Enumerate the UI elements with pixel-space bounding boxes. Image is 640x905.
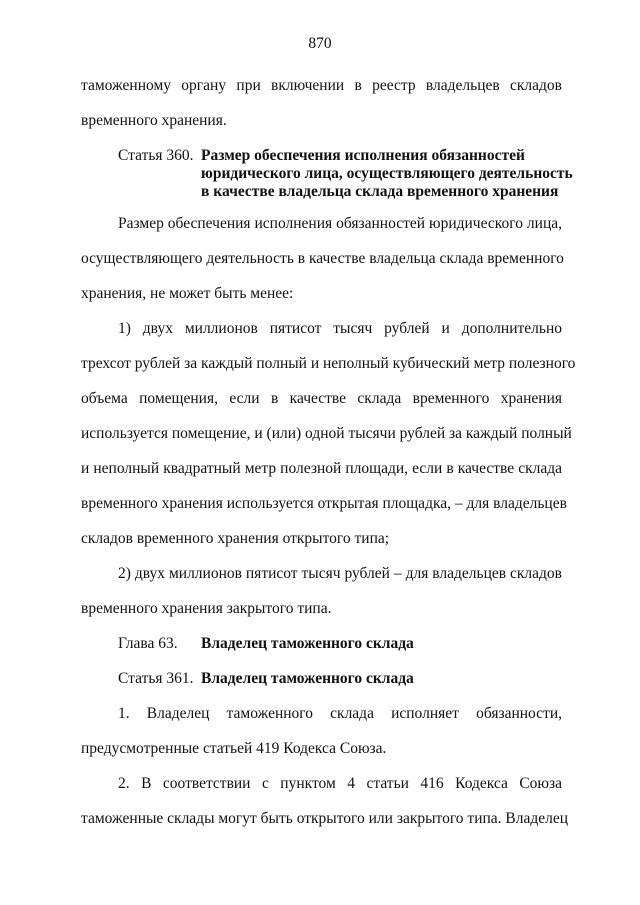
text-line: Размер обеспечения исполнения обязанностей юридического лица, — [118, 215, 562, 232]
text-line: используется помещение, и (или) одной тысячи рублей за каждый полный — [81, 425, 572, 442]
article-361-label: Статья 361. — [118, 670, 194, 687]
text-line: 2) двух миллионов пятисот тысяч рублей – для владельцев складов — [118, 565, 562, 582]
text-line: таможенному органу при включении в реестр владельцев складов — [81, 77, 562, 94]
text-line: осуществляющего деятельность в качестве владельца склада временного — [81, 250, 564, 267]
text-line: временного хранения. — [81, 112, 227, 129]
text-line: объема помещения, если в качестве склада временного хранения — [81, 390, 562, 407]
text-line: складов временного хранения открытого типа; — [81, 530, 390, 547]
article-360-title-line-1: Размер обеспечения исполнения обязанностей — [201, 147, 525, 164]
text-line: временного хранения используется открытая площадка, – для владельцев — [81, 495, 567, 512]
text-line: хранения, не может быть менее: — [81, 285, 294, 302]
chapter-63-label: Глава 63. — [118, 635, 178, 652]
text-line: таможенные склады могут быть открытого или закрытого типа. Владелец — [81, 810, 569, 827]
article-360-title-line-2: юридического лица, осуществляющего деятельность — [201, 165, 573, 182]
chapter-63-title: Владелец таможенного склада — [201, 635, 414, 652]
text-line: 1) двух миллионов пятисот тысяч рублей и дополнительно — [118, 320, 562, 337]
text-line: и неполный квадратный метр полезной площади, если в качестве склада — [81, 460, 562, 477]
text-line: временного хранения закрытого типа. — [81, 600, 332, 617]
text-line: 2. В соответствии с пунктом 4 статьи 416 Кодекса Союза — [118, 775, 562, 792]
text-line: трехсот рублей за каждый полный и неполный кубический метр полезного — [81, 355, 576, 372]
page-number: 870 — [308, 35, 332, 52]
text-line: 1. Владелец таможенного склада исполняет обязанности, — [118, 705, 562, 722]
text-line: предусмотренные статьей 419 Кодекса Союза. — [81, 740, 387, 757]
article-361-title: Владелец таможенного склада — [201, 670, 414, 687]
article-360-label: Статья 360. — [118, 147, 194, 164]
article-360-title-line-3: в качестве владельца склада временного хранения — [201, 183, 559, 200]
